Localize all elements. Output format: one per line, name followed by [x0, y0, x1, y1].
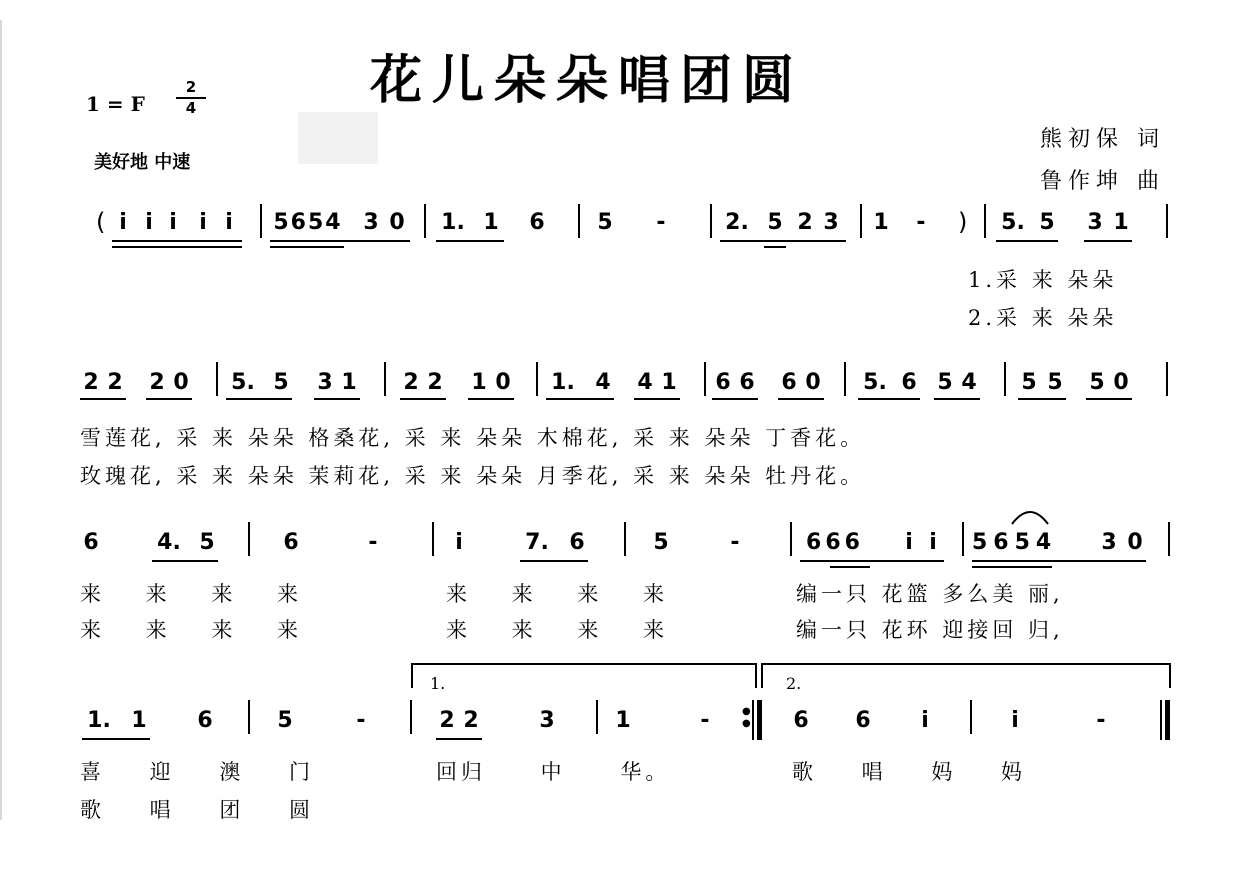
beam [270, 240, 410, 242]
beam [1084, 240, 1132, 242]
barline [970, 700, 972, 734]
note: 1 [873, 210, 889, 235]
lyric-verse1-a: 喜 迎 澳 门 [80, 760, 315, 784]
barline [384, 362, 386, 396]
note: 0 [805, 370, 821, 395]
barline [860, 204, 862, 238]
note: 0 [173, 370, 189, 395]
time-signature-bottom: 4 [185, 99, 197, 117]
final-barline-thin [1160, 700, 1162, 740]
note: 3 [539, 708, 555, 733]
barline [1168, 522, 1170, 556]
barline [844, 362, 846, 396]
note: 1 [341, 370, 357, 395]
lyric-verse2: 玫瑰花, 采 来 朵朵 茉莉花, 采 来 朵朵 月季花, 采 来 朵朵 牡丹花。 [80, 464, 866, 488]
note: 1 [1113, 210, 1129, 235]
barline [710, 204, 712, 238]
barline [704, 362, 706, 396]
volta-bracket-1 [410, 660, 760, 690]
note: 5. [863, 370, 887, 395]
volta-bracket-2 [760, 660, 1174, 690]
beam [634, 398, 680, 400]
beam [996, 240, 1058, 242]
beam [934, 398, 980, 400]
note: 4 [637, 370, 653, 395]
note: 6 [715, 370, 731, 395]
beam [720, 240, 846, 242]
beam [152, 560, 218, 562]
note: 3 [317, 370, 333, 395]
beam [830, 566, 870, 568]
beam [80, 398, 126, 400]
barline [410, 700, 412, 734]
note: - [356, 708, 366, 733]
beam [112, 246, 242, 248]
beam [270, 246, 344, 248]
note: 6 [901, 370, 917, 395]
lyric-verse2-b: 来 来 来 来 [446, 618, 669, 642]
lyric-verse1: 1.采 来 朵朵 [968, 268, 1118, 292]
note: 6 [781, 370, 797, 395]
barline [1166, 204, 1168, 238]
key-signature: 1 = F [86, 92, 145, 116]
note: 0 [1127, 530, 1143, 555]
close-paren: ) [958, 208, 968, 236]
note: 2 [439, 708, 455, 733]
note: - [656, 210, 666, 235]
note: 2 [83, 370, 99, 395]
note: i [905, 530, 913, 555]
note: 2 [463, 708, 479, 733]
note: 1 [471, 370, 487, 395]
beam [520, 560, 588, 562]
beam [436, 240, 504, 242]
note: i [455, 530, 463, 555]
tempo-marking: 美好地 中速 [94, 152, 191, 173]
time-signature [176, 78, 206, 118]
note: 1 [615, 708, 631, 733]
repeat-barline-thick [757, 700, 762, 740]
note: 3 [823, 210, 839, 235]
barline [424, 204, 426, 238]
note: i [929, 530, 937, 555]
beam [314, 398, 360, 400]
beam [112, 240, 242, 242]
beam [146, 398, 192, 400]
note: 6 [569, 530, 585, 555]
beam [1086, 398, 1132, 400]
lyric-verse1-b: 来 来 来 来 [446, 582, 669, 606]
beam [800, 560, 944, 562]
note: 6 [793, 708, 809, 733]
open-paren: ( [96, 208, 106, 236]
barline [260, 204, 262, 238]
note: 5 [1047, 370, 1063, 395]
barline [1166, 362, 1168, 396]
barline [248, 700, 250, 734]
note: 5. [231, 370, 255, 395]
note: 5 [653, 530, 669, 555]
barline [624, 522, 626, 556]
note: 4. [157, 530, 181, 555]
barline [432, 522, 434, 556]
page-edge [0, 20, 2, 820]
lyric-verse2-a: 歌 唱 团 圆 [80, 798, 315, 822]
lyric-verse2-a: 来 来 来 来 [80, 618, 303, 642]
note: 6 [83, 530, 99, 555]
barline [790, 522, 792, 556]
slur-mark [1010, 506, 1050, 526]
note: 2 [427, 370, 443, 395]
note: 5 [199, 530, 215, 555]
note: 5 [937, 370, 953, 395]
beam [226, 398, 292, 400]
note: 4 [595, 370, 611, 395]
lyric-verse1-b: 回归 中 华。 [436, 760, 671, 784]
note: 7. [525, 530, 549, 555]
note: 2 [797, 210, 813, 235]
composer-credit: 鲁作坤 曲 [1040, 169, 1165, 194]
lyric-verse2: 2.采 来 朵朵 [968, 306, 1118, 330]
note: i [225, 210, 233, 235]
note: 0 [495, 370, 511, 395]
note: 2 [149, 370, 165, 395]
beam [400, 398, 446, 400]
beam [858, 398, 920, 400]
lyric-verse2-c: 编一只 花环 迎接回 归, [796, 618, 1064, 642]
note: 0 [389, 210, 405, 235]
note: 5 [767, 210, 783, 235]
lyric-verse1: 雪莲花, 采 来 朵朵 格桑花, 采 来 朵朵 木棉花, 采 来 朵朵 丁香花。 [80, 426, 866, 450]
note: 1. [551, 370, 575, 395]
barline [1004, 362, 1006, 396]
song-title: 花儿朵朵唱团圆 [370, 50, 805, 111]
barline [536, 362, 538, 396]
volta-label-1: 1. [430, 674, 446, 693]
blank-patch [298, 112, 378, 164]
note: 5 [273, 370, 289, 395]
note: - [730, 530, 740, 555]
note: 5 [1089, 370, 1105, 395]
note: i [1011, 708, 1019, 733]
barline [216, 362, 218, 396]
time-signature-top: 2 [176, 78, 206, 99]
barline [596, 700, 598, 734]
beam [972, 560, 1146, 562]
note: 2 [107, 370, 123, 395]
final-barline-thick [1165, 700, 1170, 740]
note: 0 [1113, 370, 1129, 395]
note: 6 [529, 210, 545, 235]
barline [248, 522, 250, 556]
repeat-dots: ● ● [742, 706, 751, 729]
note: - [700, 708, 710, 733]
beam [778, 398, 824, 400]
note: 3 [1087, 210, 1103, 235]
beam [1018, 398, 1066, 400]
note: 6 [283, 530, 299, 555]
note: i [145, 210, 153, 235]
note: i [119, 210, 127, 235]
note: 2 [403, 370, 419, 395]
note: 1 [131, 708, 147, 733]
barline [578, 204, 580, 238]
barline [984, 204, 986, 238]
note: 5 [1039, 210, 1055, 235]
note: 4 [961, 370, 977, 395]
note: 1. [87, 708, 111, 733]
note-group: 666 [806, 530, 864, 555]
note: 2. [725, 210, 749, 235]
note: 6 [739, 370, 755, 395]
note: - [1096, 708, 1106, 733]
lyric-verse1-a: 来 来 来 来 [80, 582, 303, 606]
note: 1 [483, 210, 499, 235]
note: 3 [1101, 530, 1117, 555]
note-group: 5654 [273, 210, 343, 235]
note: - [368, 530, 378, 555]
beam [82, 738, 150, 740]
lyricist-credit: 熊初保 词 [1040, 127, 1165, 152]
beam [436, 738, 482, 740]
note: 5 [597, 210, 613, 235]
note: i [921, 708, 929, 733]
note: 5. [1001, 210, 1025, 235]
beam [972, 566, 1052, 568]
note: 6 [197, 708, 213, 733]
beam [712, 398, 758, 400]
beam [546, 398, 614, 400]
barline [962, 522, 964, 556]
beam [764, 246, 786, 248]
note: 1 [661, 370, 677, 395]
note: i [169, 210, 177, 235]
note: i [199, 210, 207, 235]
note: 1. [441, 210, 465, 235]
note: 5 [277, 708, 293, 733]
note: 6 [855, 708, 871, 733]
note: - [916, 210, 926, 235]
repeat-barline-thin [752, 700, 754, 740]
note: 3 [363, 210, 379, 235]
note: 5 [1021, 370, 1037, 395]
volta-label-2: 2. [786, 674, 802, 693]
lyric-verse1-c: 编一只 花篮 多么美 丽, [796, 582, 1064, 606]
beam [468, 398, 514, 400]
note-group: 5654 [972, 530, 1058, 555]
lyric-verse1-c: 歌 唱 妈 妈 [792, 760, 1027, 784]
